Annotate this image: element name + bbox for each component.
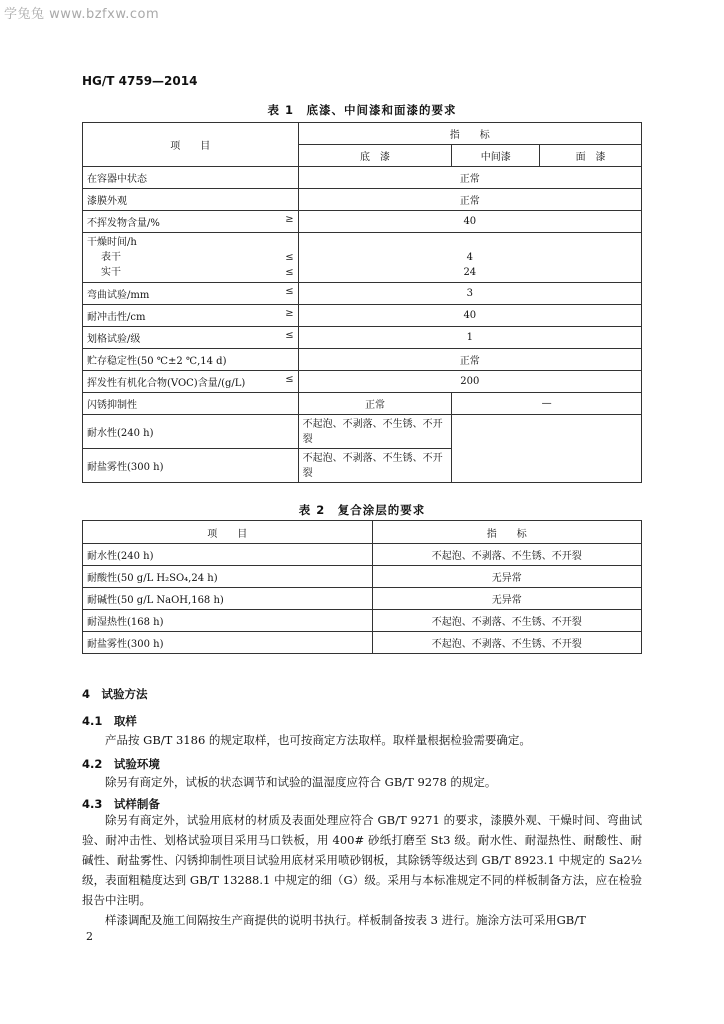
table-row: 耐盐雾性(300 h) 不起泡、不剥落、不生锈、不开裂 [83,449,642,483]
table-row: 挥发性有机化合物(VOC)含量/(g/L) ≤ 200 [83,371,642,393]
table1-caption: 表 1 底漆、中间漆和面漆的要求 [267,103,457,117]
table-row: 贮存稳定性(50 ℃±2 ℃,14 d) 正常 [83,349,642,371]
table-row: 耐酸性(50 g/L H₂SO₄,24 h) 无异常 [83,566,642,588]
table2 [82,520,642,654]
page-number: 2 [86,930,93,943]
table-row: 划格试验/级 ≤ 1 [83,327,642,349]
table-row: 耐碱性(50 g/L NaOH,168 h) 无异常 [83,588,642,610]
table-row: 漆膜外观 正常 [83,189,642,211]
section-4-title: 4 试验方法 [82,687,148,701]
section-4-1-title: 4.1 取样 [82,714,137,728]
standard-code: HG/T 4759—2014 [82,74,198,88]
table-row: 耐水性(240 h) 不起泡、不剥落、不生锈、不开裂 [83,544,642,566]
section-4-3-title: 4.3 试样制备 [82,797,160,811]
section-4-3-text-1: 除另有商定外，试验用底材的材质及表面处理应符合 GB/T 9271 的要求，漆膜外观、干燥时间、弯曲试验、耐冲击性、划格试验项目采用马口铁板，用 400# 砂纸打磨至 St3 级。耐水性、耐湿热性、耐酸性、耐碱性、耐盐雾性、闪锈抑制性项目试验用底材采用喷砂钢板，其除锈等级达到 GB/T 8923.1 中规定的 Sa2½ 级，表面粗糙度达到 GB/T 13288.1 中规定的细（G）级。采用与本标准规定不同的样板制备方法，应在检验报告中注明。 [82,813,642,907]
table-row: 耐盐雾性(300 h) 不起泡、不剥落、不生锈、不开裂 [83,632,642,654]
table1-head-index: 指 标 [298,123,641,145]
table1 [82,122,642,483]
table2-head-item: 项 目 [83,521,373,544]
table2-head-index: 指 标 [372,521,642,544]
section-4-3-text-2: 样漆调配及施工间隔按生产商提供的说明书执行。样板制备按表 3 进行。施涂方法可采用GB/T [105,913,586,927]
table-row: 闪锈抑制性 正常 — [83,393,642,415]
table-row: 干燥时间/h 表干 ≤ 实干 ≤ 4 24 [83,233,642,283]
table1-head-item: 项 目 [83,123,299,167]
table-row: 耐湿热性(168 h) 不起泡、不剥落、不生锈、不开裂 [83,610,642,632]
table-row: 在容器中状态 正常 [83,167,642,189]
section-4-1-text: 产品按 GB/T 3186 的规定取样，也可按商定方法取样。取样量根据检验需要确定。 [105,733,531,747]
table-row: 耐水性(240 h) 不起泡、不剥落、不生锈、不开裂 [83,415,642,449]
section-4-2-title: 4.2 试验环境 [82,757,160,771]
table-row: 弯曲试验/mm ≤ 3 [83,283,642,305]
watermark: 学兔兔 www.bzfxw.com [4,7,160,22]
table-row: 不挥发物含量/% ≥ 40 [83,211,642,233]
section-4-2-text: 除另有商定外，试板的状态调节和试验的温湿度应符合 GB/T 9278 的规定。 [105,775,497,789]
table1-head-mid: 中间漆 [452,145,540,167]
table1-head-top: 面 漆 [540,145,642,167]
table2-caption: 表 2 复合涂层的要求 [298,503,426,517]
table-row: 耐冲击性/cm ≥ 40 [83,305,642,327]
table1-head-primer: 底 漆 [298,145,452,167]
